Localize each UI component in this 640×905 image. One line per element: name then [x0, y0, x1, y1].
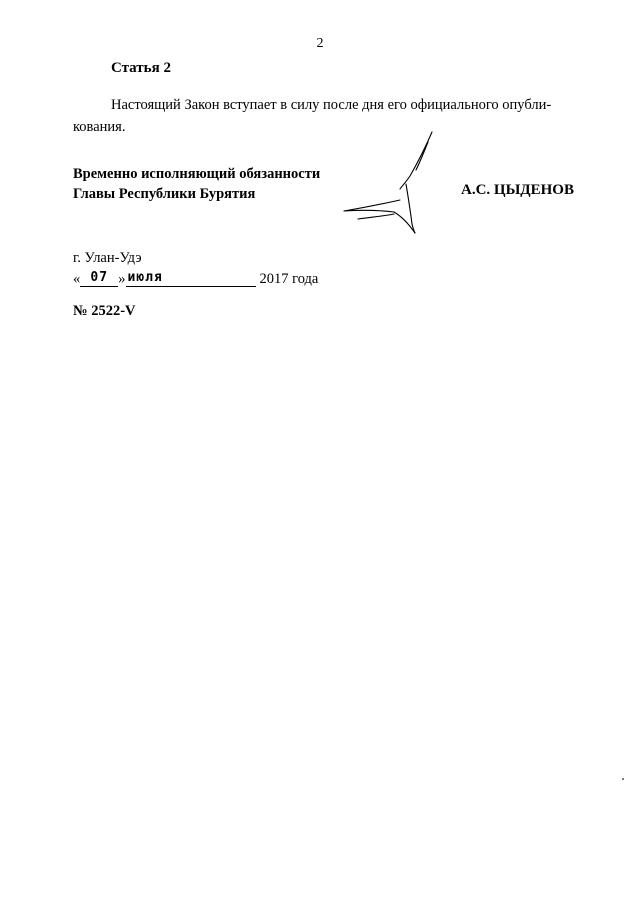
date-close-quote: » — [118, 271, 126, 287]
article-body-line-2: кования. — [73, 119, 126, 135]
article-heading: Статья 2 — [111, 60, 171, 76]
signatory-name: А.С. ЦЫДЕНОВ — [461, 182, 574, 198]
date-line — [73, 270, 318, 287]
article-body — [73, 94, 573, 138]
date-open-quote: « — [73, 271, 81, 287]
scan-speck — [622, 778, 624, 780]
signatory-title — [73, 164, 320, 204]
date-day: 07 — [80, 270, 118, 287]
date-year: 2017 года — [259, 271, 319, 287]
page-number: 2 — [316, 36, 324, 51]
signatory-title-line-1: Временно исполняющий обязанности — [73, 166, 321, 182]
article-body-line-1: Настоящий Закон вступает в силу после дня его официального опубли- — [111, 97, 552, 113]
handwritten-signature — [338, 128, 448, 240]
date-month: июля — [126, 270, 256, 287]
place-of-signing: г. Улан-Удэ — [73, 250, 142, 266]
law-number: № 2522-V — [73, 303, 136, 319]
signatory-title-line-2: Главы Республики Бурятия — [73, 186, 256, 202]
